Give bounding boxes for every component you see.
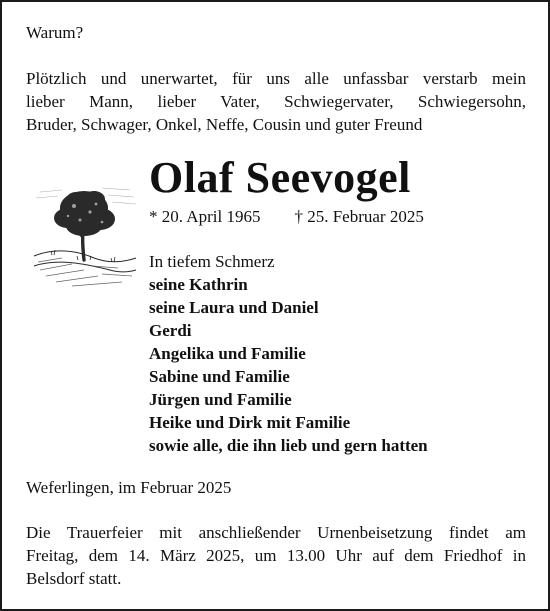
mourner-name: Heike und Dirk mit Familie — [149, 413, 351, 432]
intro-text — [26, 67, 526, 136]
place-and-date: Weferlingen, im Februar 2025 — [26, 478, 232, 497]
death-date: † 25. Februar 2025 — [294, 207, 424, 226]
intro-question: Warum? — [26, 23, 84, 42]
mourner-name: Sabine und Familie — [149, 367, 290, 386]
deceased-name: Olaf Seevogel — [149, 153, 411, 202]
mourners-list — [149, 250, 428, 457]
mourners-lead: In tiefem Schmerz — [149, 252, 275, 271]
intro-line: Plötzlich und unerwartet, für uns alle unfassbar verstarb mein — [26, 69, 526, 88]
birth-date: * 20. April 1965 — [149, 207, 261, 226]
mourner-name: Angelika und Familie — [149, 344, 306, 363]
mourner-name: sowie alle, die ihn lieb und gern hatten — [149, 436, 428, 455]
life-dates — [149, 205, 424, 228]
mourner-name: seine Kathrin — [149, 275, 248, 294]
ceremony-line: Belsdorf statt. — [26, 569, 122, 588]
tree-landscape-drawing — [32, 178, 138, 292]
mourner-name: Jürgen und Familie — [149, 390, 292, 409]
ceremony-line: Die Trauerfeier mit anschließender Urnenbeisetzung findet am — [26, 523, 526, 542]
mourner-name: Gerdi — [149, 321, 192, 340]
ceremony-line: Freitag, dem 14. März 2025, um 13.00 Uhr auf dem Friedhof in — [26, 546, 526, 565]
intro-line: lieber Mann, lieber Vater, Schwiegervater, Schwiegersohn, — [26, 92, 526, 111]
ceremony-info — [26, 521, 526, 590]
mourner-name: seine Laura und Daniel — [149, 298, 319, 317]
intro-line: Bruder, Schwager, Onkel, Neffe, Cousin und guter Freund — [26, 115, 423, 134]
tree-landscape-icon — [32, 178, 138, 292]
